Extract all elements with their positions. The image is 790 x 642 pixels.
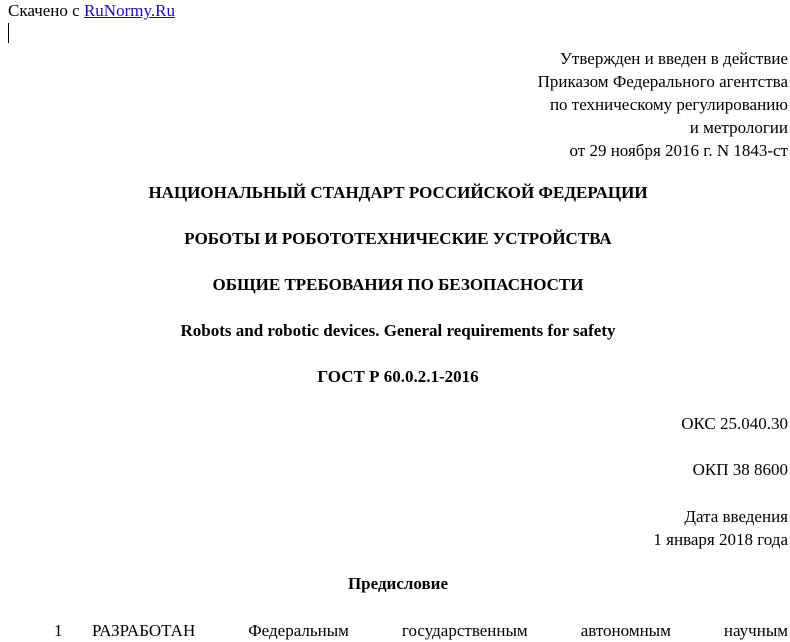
approval-line: по техническому регулированию bbox=[549, 95, 788, 114]
approval-line: Приказом Федерального агентства bbox=[537, 72, 788, 91]
oks-code: ОКС 25.040.30 bbox=[681, 414, 788, 433]
effective-date: 1 января 2018 года bbox=[653, 530, 788, 549]
approval-line: и метрологии bbox=[689, 118, 788, 137]
standard-code: ГОСТ Р 60.0.2.1-2016 bbox=[317, 367, 479, 386]
standard-title: НАЦИОНАЛЬНЫЙ СТАНДАРТ РОССИЙСКОЙ ФЕДЕРАЦИИ bbox=[148, 183, 648, 202]
downloaded-prefix: Скачено с bbox=[8, 1, 80, 20]
foreword-heading: Предисловие bbox=[347, 574, 449, 593]
source-site-link[interactable]: RuNormy.Ru bbox=[83, 1, 175, 20]
okp-code: ОКП 38 8600 bbox=[692, 460, 788, 479]
foreword-item-text: РАЗРАБОТАН Федеральным государственным автономным научным bbox=[92, 621, 788, 640]
topic-title: ОБЩИЕ ТРЕБОВАНИЯ ПО БЕЗОПАСНОСТИ bbox=[212, 275, 584, 294]
approval-line: от 29 ноября 2016 г. N 1843-ст bbox=[569, 141, 788, 160]
source-line bbox=[8, 1, 175, 21]
foreword-item-number: 1 bbox=[54, 621, 63, 640]
effective-date-label: Дата введения bbox=[684, 507, 788, 526]
foreword-item bbox=[54, 620, 788, 642]
subject-title: РОБОТЫ И РОБОТОТЕХНИЧЕСКИЕ УСТРОЙСТВА bbox=[184, 229, 612, 248]
approval-line: Утвержден и введен в действие bbox=[559, 49, 788, 68]
approval-block bbox=[538, 47, 788, 162]
english-title: Robots and robotic devices. General requirements for safety bbox=[180, 321, 616, 340]
text-cursor bbox=[8, 23, 9, 43]
